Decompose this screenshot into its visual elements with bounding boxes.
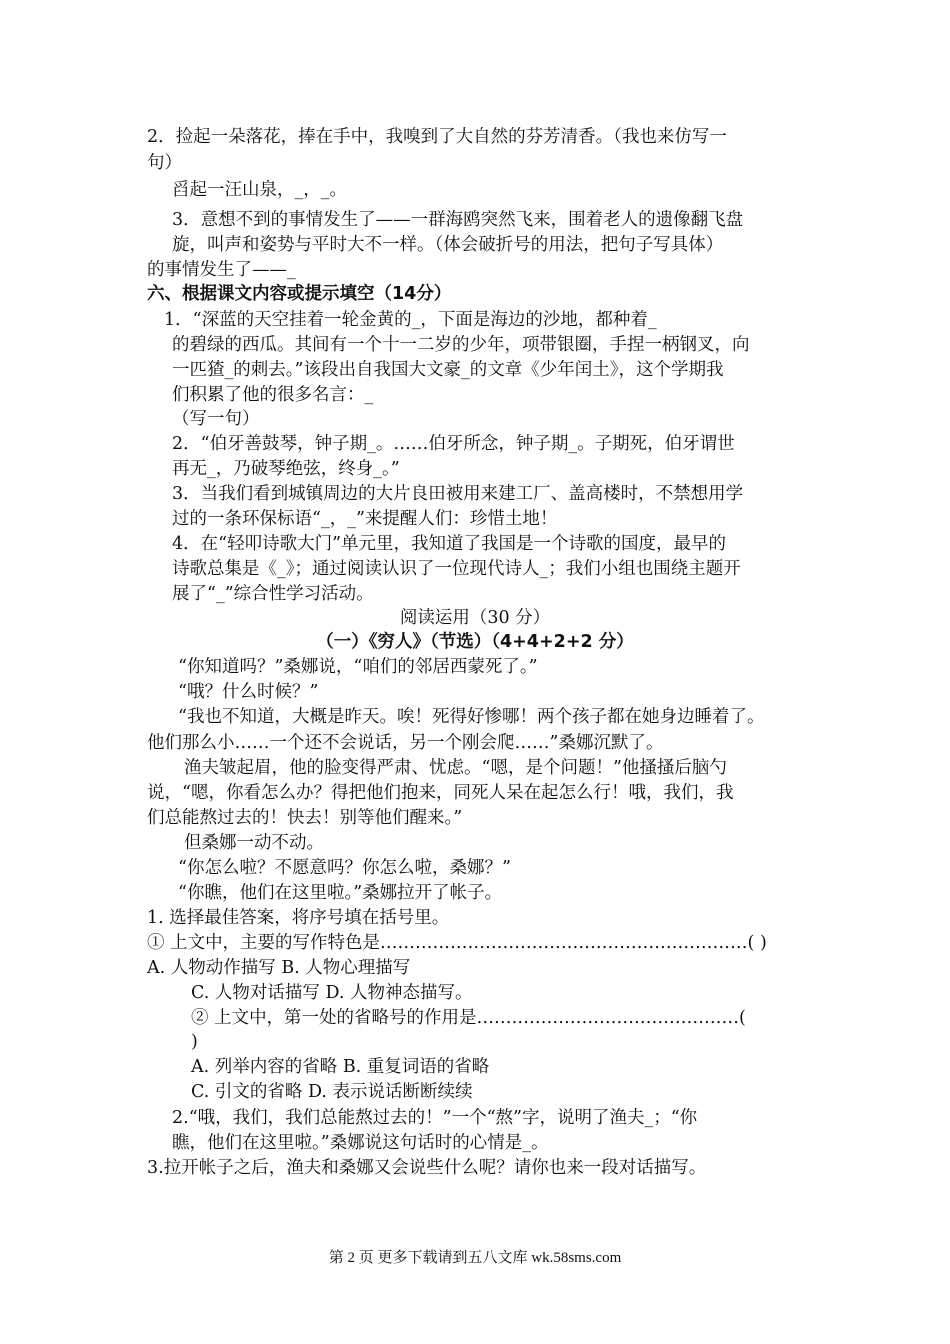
passage-p6: “你怎么啦？不愿意吗？你怎么啦，桑娜？”: [178, 858, 511, 878]
reading-q1b-options-cd: C. 引文的省略 D. 表示说话断断续续: [191, 1082, 473, 1102]
sec6-q3-line1: 3．当我们看到城镇周边的大片良田被用来建工厂、盖高楼时，不禁想用学: [172, 484, 744, 504]
reading-q1a: ① 上文中，主要的写作特色是………………………………………………………( ): [147, 933, 767, 953]
sec5-q3-line2: 旋，叫声和姿势与平时大不一样。（体会破折号的用法，把句子写具体）: [172, 235, 724, 255]
passage-p2: “哦？什么时候？”: [178, 682, 319, 702]
sec6-q4-line1: 4．在“轻叩诗歌大门”单元里，我知道了我国是一个诗歌的国度，最早的: [172, 534, 727, 554]
sec6-q4-line3: 展了“_”综合性学习活动。: [172, 584, 374, 604]
sec5-q2-line1: 2．捡起一朵落花，捧在手中，我嗅到了大自然的芬芳清香。（我也来仿写一: [147, 127, 727, 147]
sec6-q1-line1: 1．“深蓝的天空挂着一轮金黄的_，下面是海边的沙地，都种着_: [164, 310, 657, 330]
reading-q1a-options-ab: A. 人物动作描写 B. 人物心理描写: [147, 958, 411, 978]
passage-p4-line1: 渔夫皱起眉，他的脸变得严肃、忧虑。“嗯，是个问题！”他搔搔后脑勺: [184, 758, 727, 778]
reading-q1a-options-cd: C. 人物对话描写 D. 人物神态描写。: [191, 983, 473, 1003]
passage-p4-line3: 们总能熬过去的！快去！别等他们醒来。”: [147, 808, 463, 828]
reading-q1-intro: 1. 选择最佳答案，将序号填在括号里。: [147, 908, 450, 928]
sec6-q1-line3: 一匹猹_的刺去。”该段出自我国大文豪_的文章《少年闰土》，这个学期我: [172, 360, 724, 380]
page-footer: 第 2 页 更多下载请到五八文库 wk.58sms.com: [328, 1250, 622, 1266]
sec6-q2-line1: 2．“伯牙善鼓琴，钟子期_。……伯牙所念，钟子期_。子期死，伯牙谓世: [172, 434, 735, 454]
reading-q1b-options-ab: A. 列举内容的省略 B. 重复词语的省略: [191, 1057, 490, 1077]
sec6-q2-line2: 再无_，乃破琴绝弦，终身_。”: [172, 459, 400, 479]
sec6-q1-line5: （写一句）: [172, 409, 260, 429]
reading-q2-line2: 瞧，他们在这里啦。”桑娜说这句话时的心情是_。: [172, 1133, 549, 1153]
reading-q2-line1: 2.“哦，我们，我们总能熬过去的！”一个“熬”字，说明了渔夫_；“你: [172, 1108, 698, 1128]
reading-q1b-cont: ): [191, 1032, 198, 1052]
sec5-q3-line1: 3．意想不到的事情发生了——一群海鸥突然飞来，围着老人的遗像翻飞盘: [172, 210, 744, 230]
sec6-q1-line2: 的碧绿的西瓜。其间有一个十一二岁的少年，项带银圈，手捏一柄钢叉，向: [172, 335, 750, 355]
reading-q1b: ② 上文中，第一处的省略号的作用是………………………………………(: [191, 1008, 746, 1028]
passage-p5: 但桑娜一动不动。: [184, 833, 324, 853]
sec6-q4-line2: 诗歌总集是《_》；通过阅读认识了一位现代诗人_；我们小组也围绕主题开: [172, 559, 741, 579]
reading-q3: 3.拉开帐子之后，渔夫和桑娜又会说些什么呢？请你也来一段对话描写。: [147, 1158, 707, 1178]
reading-heading: 阅读运用（30 分）: [399, 608, 551, 628]
sec6-q3-line2: 过的一条环保标语“_，_”来提醒人们：珍惜土地！: [172, 509, 558, 529]
sec5-q2-answer: 舀起一汪山泉，_，_。: [172, 180, 347, 200]
sec6-q1-line4: 们积累了他的很多名言：_: [172, 385, 374, 405]
sec5-q3-answer: 的事情发生了——_: [147, 260, 296, 280]
passage-p1: “你知道吗？”桑娜说，“咱们的邻居西蒙死了。”: [178, 657, 538, 677]
passage-p4-line2: 说，“嗯，你看怎么办？得把他们抱来，同死人呆在起怎么行！哦，我们，我: [147, 783, 734, 803]
sec6-heading: 六、根据课文内容或提示填空（14分）: [147, 284, 452, 304]
reading-subheading: （一）《穷人》（节选）（4+4+2+2 分）: [316, 632, 634, 652]
passage-p3-line1: “我也不知道，大概是昨天。唉！死得好惨哪！两个孩子都在她身边睡着了。: [178, 707, 765, 727]
sec5-q2-line2: 句）: [147, 153, 182, 173]
passage-p7: “你瞧，他们在这里啦。”桑娜拉开了帐子。: [178, 883, 503, 903]
passage-p3-line2: 他们那么小……一个还不会说话，另一个刚会爬……”桑娜沉默了。: [147, 733, 664, 753]
